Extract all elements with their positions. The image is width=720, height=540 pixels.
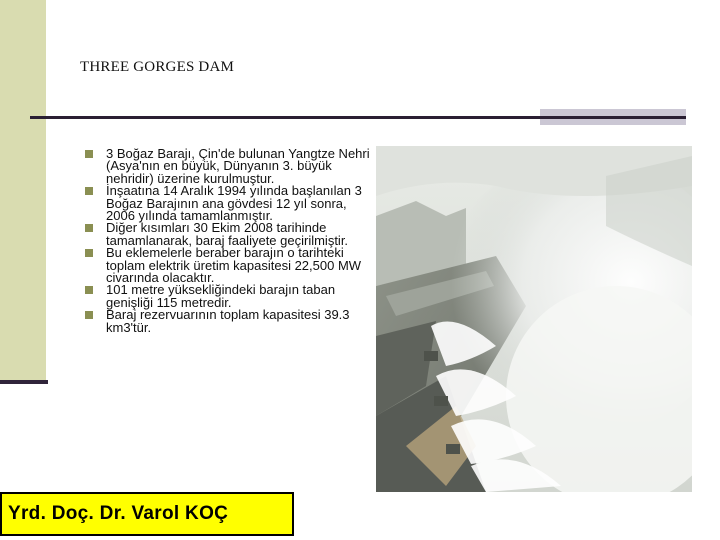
bullet-text: 101 metre yüksekliğindeki barajın taban genişliği 115 metredir. xyxy=(106,282,336,310)
list-item xyxy=(85,247,370,284)
list-item xyxy=(85,284,370,309)
square-bullet-icon xyxy=(85,187,93,195)
author-name: Yrd. Doç. Dr. Varol KOÇ xyxy=(8,503,229,524)
list-item xyxy=(85,222,370,247)
list-item xyxy=(85,309,370,334)
list-item xyxy=(85,148,370,185)
bullet-text: İnşaatına 14 Aralık 1994 yılında başlanılan 3 Boğaz Barajının ana gövdesi 12 yıl sonra, 2006 yılında tamamlanmıştır. xyxy=(106,183,362,224)
square-bullet-icon xyxy=(85,311,93,319)
square-bullet-icon xyxy=(85,150,93,158)
bullet-text: 3 Boğaz Barajı, Çin'de bulunan Yangtze Nehri (Asya'nın en büyük, Dünyanın 3. büyük nehridir) üzerine kurulmuştur. xyxy=(106,146,370,186)
left-accent-band xyxy=(0,0,46,383)
dam-spillway-illustration xyxy=(376,146,692,492)
dam-photo xyxy=(376,146,692,492)
author-box xyxy=(0,492,294,536)
square-bullet-icon xyxy=(85,224,93,232)
square-bullet-icon xyxy=(85,249,93,257)
bullet-text: Baraj rezervuarının toplam kapasitesi 39.3 km3'tür. xyxy=(106,307,350,335)
square-bullet-icon xyxy=(85,286,93,294)
title-rule xyxy=(30,116,686,119)
bullet-text: Bu eklemelerle beraber barajın o tarihteki toplam elektrik üretim kapasitesi 22,500 MW civarında olacaktır. xyxy=(106,245,362,286)
bullet-text: Diğer kısımları 30 Ekim 2008 tarihinde tamamlanarak, baraj faaliyete geçirilmiştir. xyxy=(106,220,349,248)
left-accent-edge xyxy=(0,380,48,384)
bullet-list xyxy=(85,148,370,334)
slide-title: THREE GORGES DAM xyxy=(80,59,235,75)
list-item xyxy=(85,185,370,222)
